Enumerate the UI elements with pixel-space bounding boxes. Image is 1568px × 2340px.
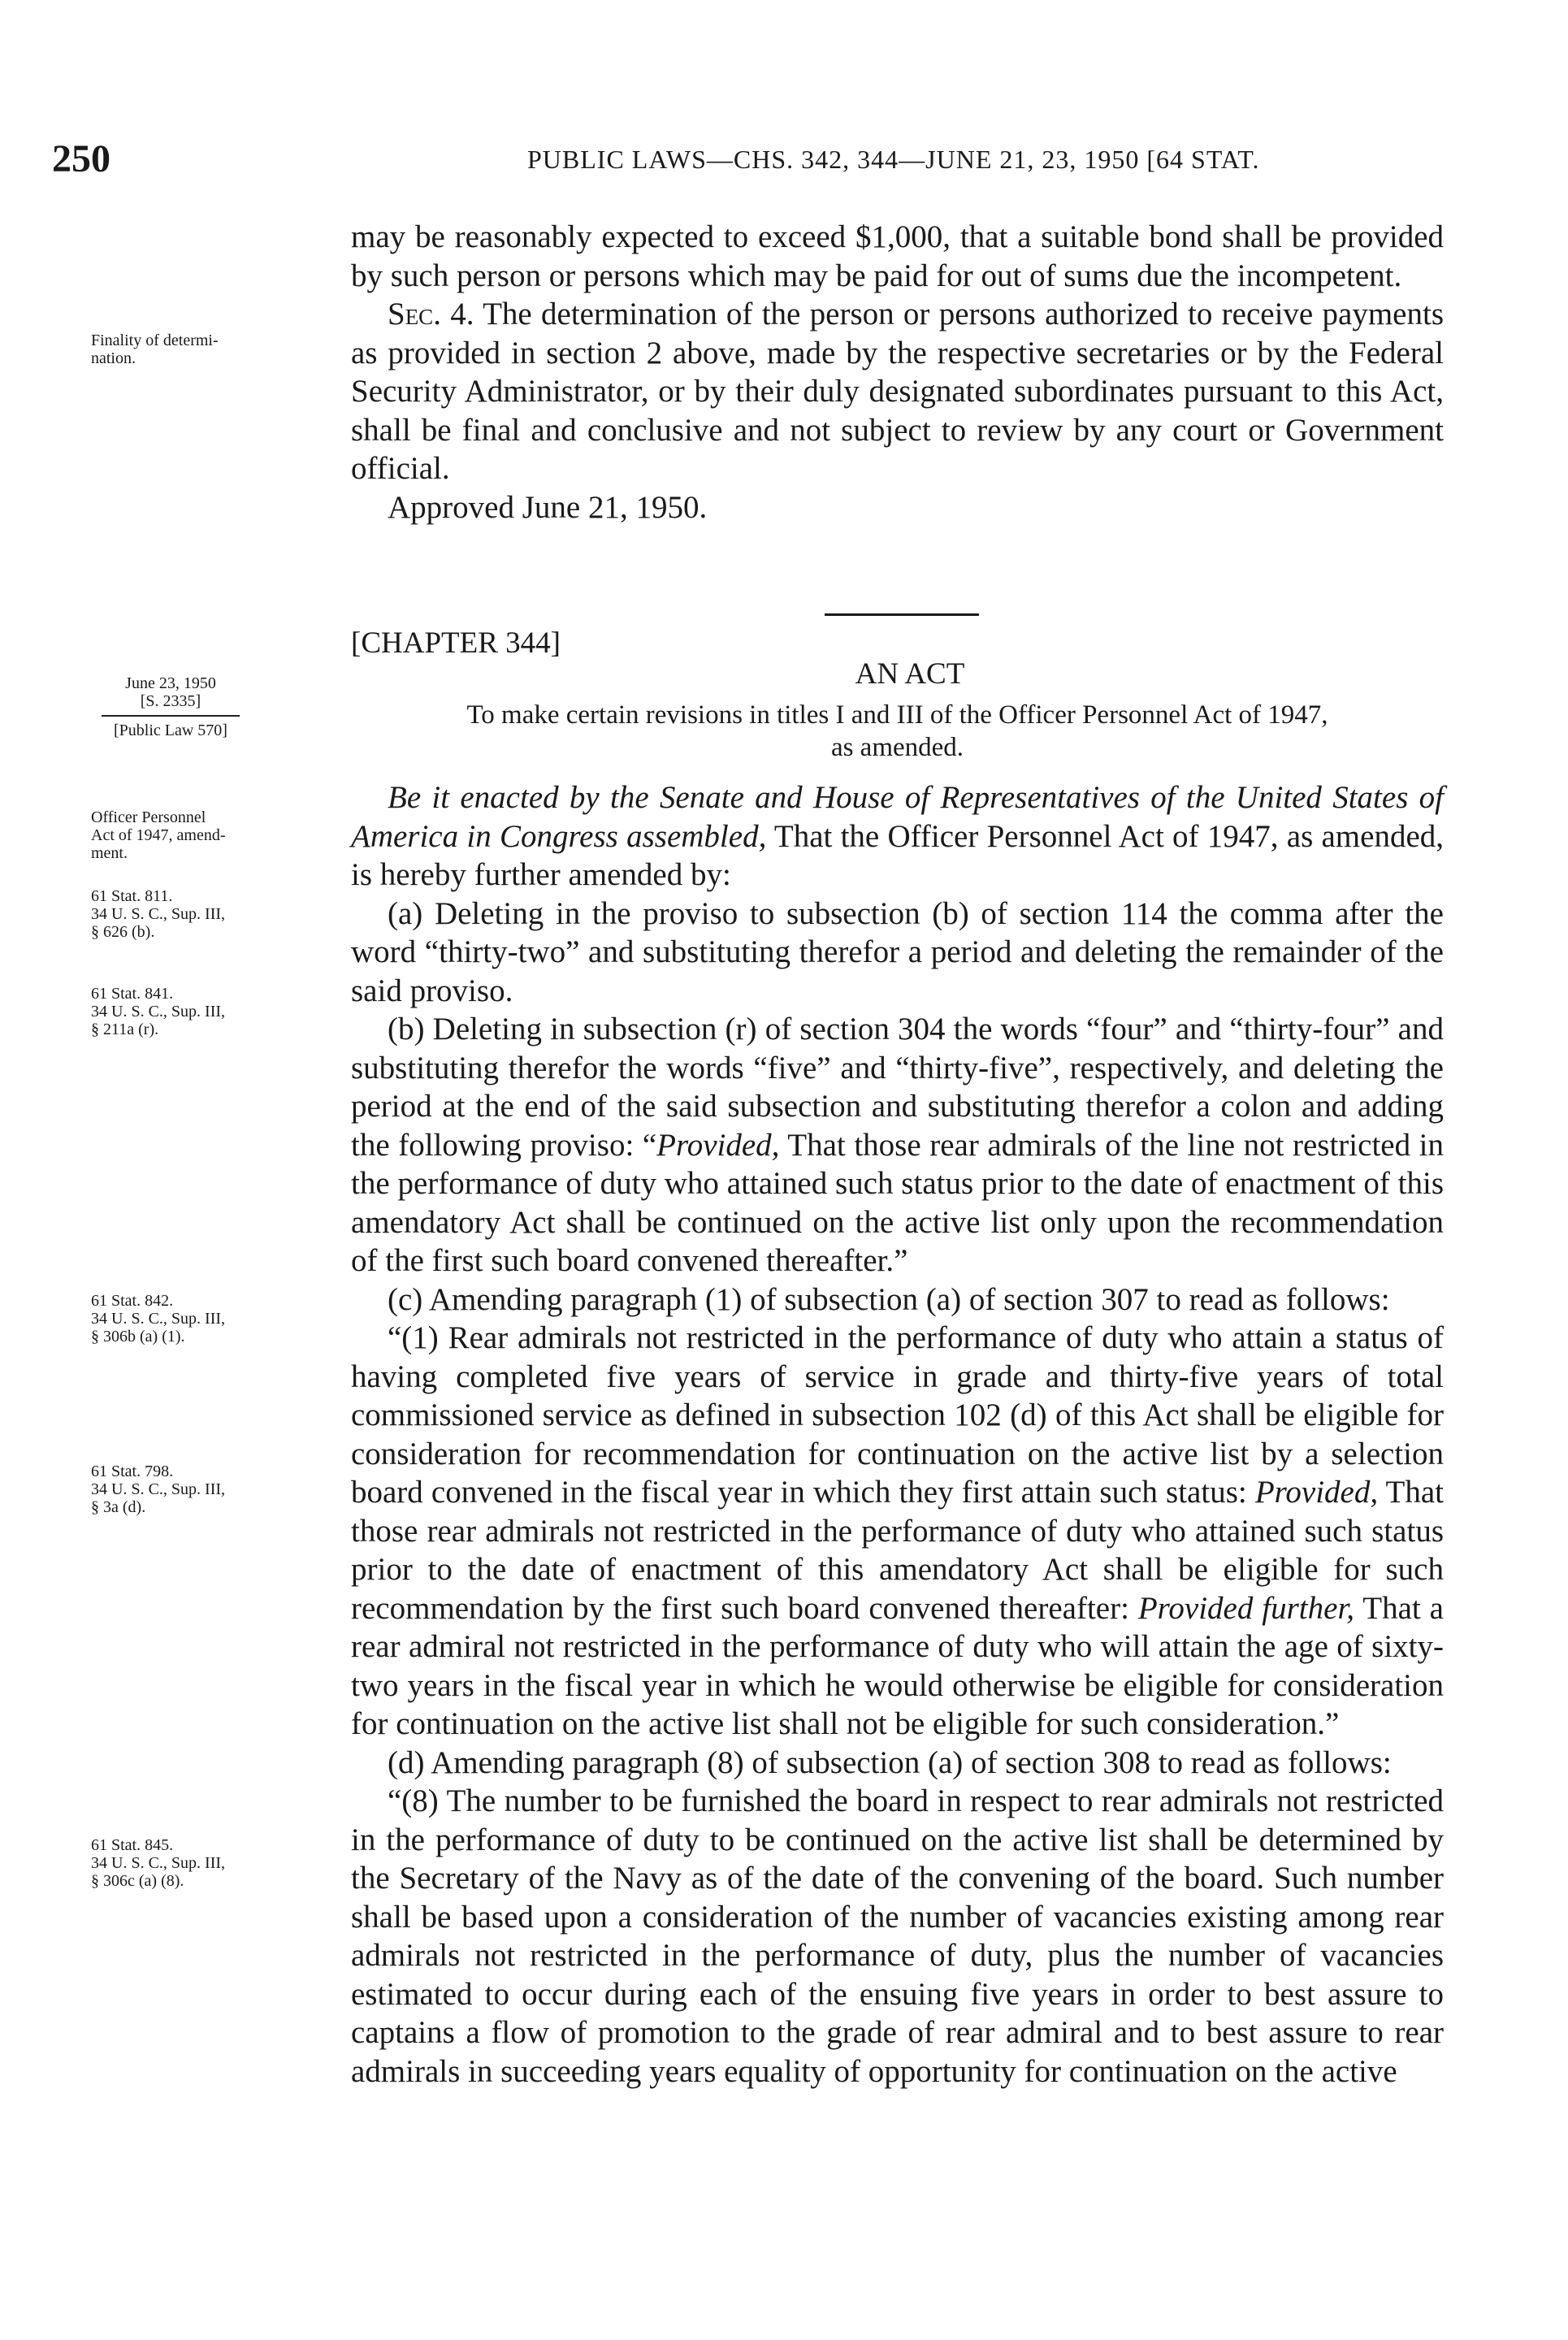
margin-note-cite-d [91, 1836, 335, 1890]
note-line: § 306b (a) (1). [91, 1328, 185, 1346]
note-line: 61 Stat. 845. [91, 1836, 174, 1854]
purpose-line: To make certain revisions in titles I and III of the Officer Personnel Act of 1947, [466, 700, 1328, 730]
margin-note-cite-a [91, 887, 335, 941]
quoted-paragraph-1 [351, 1319, 1444, 1744]
chapter-divider [825, 613, 979, 616]
note-line: Act of 1947, amend- [91, 826, 226, 844]
para-b-provided: Provided, [656, 1127, 780, 1163]
margin-note-officer-act [91, 808, 335, 862]
quoted-paragraph-2: “(8) The number to be furnished the board in respect to rear admirals not restricted in the performance of duty to be continued on the active list shall be determined by the Secretary of the Navy as of the date of the convening of the board. Such number shall be based upon a consideration of the number of vacancies existing among rear admirals not restricted in the performance of duty, plus the number of vacancies estimated to occur during each of the ensuing five years in order to best assure to captains a flow of promotion to the grade of rear admiral and to best assure to rear admirals in succeeding years equality of opportunity for continuation on the active [351, 1783, 1444, 2089]
note-line: 34 U. S. C., Sup. III, [91, 1310, 226, 1328]
enacting-clause [351, 778, 1444, 895]
chapter-342-text [351, 218, 1444, 526]
paragraph-a: (a) Deleting in the proviso to subsection (b) of section 114 the comma after the word “thirty-two” and substituting therefor a period and deleting the remainder of the said proviso. [351, 895, 1444, 1008]
note-rule [102, 715, 240, 717]
act-purpose [351, 699, 1444, 764]
note-line: § 211a (r). [91, 1020, 159, 1038]
note-line: § 3a (d). [91, 1498, 146, 1516]
enacting-italic: Be it enacted by the Senate and House of Representatives of the United States of America in Congress assembled, [351, 780, 1444, 854]
note-public-law: [Public Law 570] [114, 722, 227, 739]
quote1-provided-further: Provided further, [1137, 1590, 1355, 1626]
note-line: 34 U. S. C., Sup. III, [91, 1003, 226, 1020]
quote1-mid: That those rear admirals not restricted in the performance of duty who attained such status prior to the date of enactment of this amendatory Act shall be eligible for such recommendation by the first such board convened thereafter: [351, 1475, 1445, 1626]
running-head: PUBLIC LAWS—CHS. 342, 344—JUNE 21, 23, 1950 [64 STAT. [527, 145, 1260, 174]
margin-note-cite-c [91, 1292, 335, 1346]
note-bill-number: [S. 2335] [140, 692, 201, 710]
quote1-provided: Provided, [1254, 1475, 1379, 1510]
enacting-rest: That the Officer Personnel Act of 1947, as amended, is hereby further amended by: [351, 818, 1445, 892]
note-line: 61 Stat. 811. [91, 887, 173, 905]
note-line: § 306c (a) (8). [91, 1872, 184, 1890]
note-date: June 23, 1950 [125, 674, 216, 692]
note-line: 34 U. S. C., Sup. III, [91, 1854, 226, 1872]
section-4-text: The determination of the person or persons authorized to receive payments as provided in section 2 above, made by the respective secretaries or by the Federal Security Administrator, or by their duly designated subordinates pursuant to this Act, shall be final and conclusive and not subject to review by any court or Government official. [351, 297, 1444, 486]
margin-note-date-block [102, 674, 240, 739]
margin-note-cite-c2 [91, 1462, 335, 1516]
page-number: 250 [52, 137, 110, 180]
quote1-start: “(1) Rear admirals not restricted in the performance of duty who attain a status of having completed five years of service in grade and thirty-five years of total commissioned service as defined in subsection 102 (d) of this Act shall be eligible for consideration for recommendation for continuation on the active list by a selection board convened in the fiscal year in which they first attain such status: [351, 1320, 1444, 1510]
para-b-end: That those rear admirals of the line not restricted in the performance of duty who attained such status prior to the date of enactment of this amendatory Act shall be continued on the active list only upon the recommendation of the first such board convened thereafter.” [351, 1127, 1444, 1278]
paragraph-c: (c) Amending paragraph (1) of subsection (a) of section 307 to read as follows: [388, 1281, 1390, 1317]
margin-note-finality [91, 332, 335, 367]
page-header [52, 136, 1519, 185]
note-line: 61 Stat. 798. [91, 1462, 174, 1480]
chapter-label: [CHAPTER 344] [351, 626, 561, 660]
note-line: 61 Stat. 841. [91, 985, 174, 1003]
continuation-paragraph: may be reasonably expected to exceed $1,000, that a suitable bond shall be provided by such person or persons which may be paid for out of sums due the incompetent. [351, 219, 1444, 293]
note-line: 34 U. S. C., Sup. III, [91, 1480, 226, 1498]
para-b-start: (b) Deleting in subsection (r) of section 304 the words “four” and “thirty-four” and substituting therefor the words “five” and “thirty-five”, respectively, and deleting the period at the end of the said subsection and substituting therefor a colon and adding the following proviso: “ [351, 1012, 1444, 1163]
section-4-label: Sec. 4. [388, 297, 474, 332]
note-line: 61 Stat. 842. [91, 1292, 174, 1310]
note-line: 34 U. S. C., Sup. III, [91, 905, 226, 923]
note-line: ment. [91, 844, 128, 862]
section-4-paragraph [351, 295, 1444, 488]
note-line: § 626 (b). [91, 923, 155, 941]
note-line: Finality of determi- [91, 332, 219, 349]
paragraph-b [351, 1010, 1444, 1280]
note-line: Officer Personnel [91, 808, 206, 826]
purpose-line: as amended. [830, 733, 964, 762]
approved-line: Approved June 21, 1950. [388, 489, 708, 525]
chapter-344-text [351, 778, 1444, 2091]
margin-note-cite-b [91, 985, 335, 1038]
quote1-end: That a rear admiral not restricted in the performance of duty who will attain the age of sixty-two years in the fiscal year in which he would otherwise be eligible for consideration for continuation on the active list shall not be eligible for such consideration.” [351, 1590, 1444, 1741]
act-heading: AN ACT [855, 657, 965, 691]
paragraph-d: (d) Amending paragraph (8) of subsection (a) of section 308 to read as follows: [388, 1744, 1392, 1780]
note-line: nation. [91, 349, 136, 367]
